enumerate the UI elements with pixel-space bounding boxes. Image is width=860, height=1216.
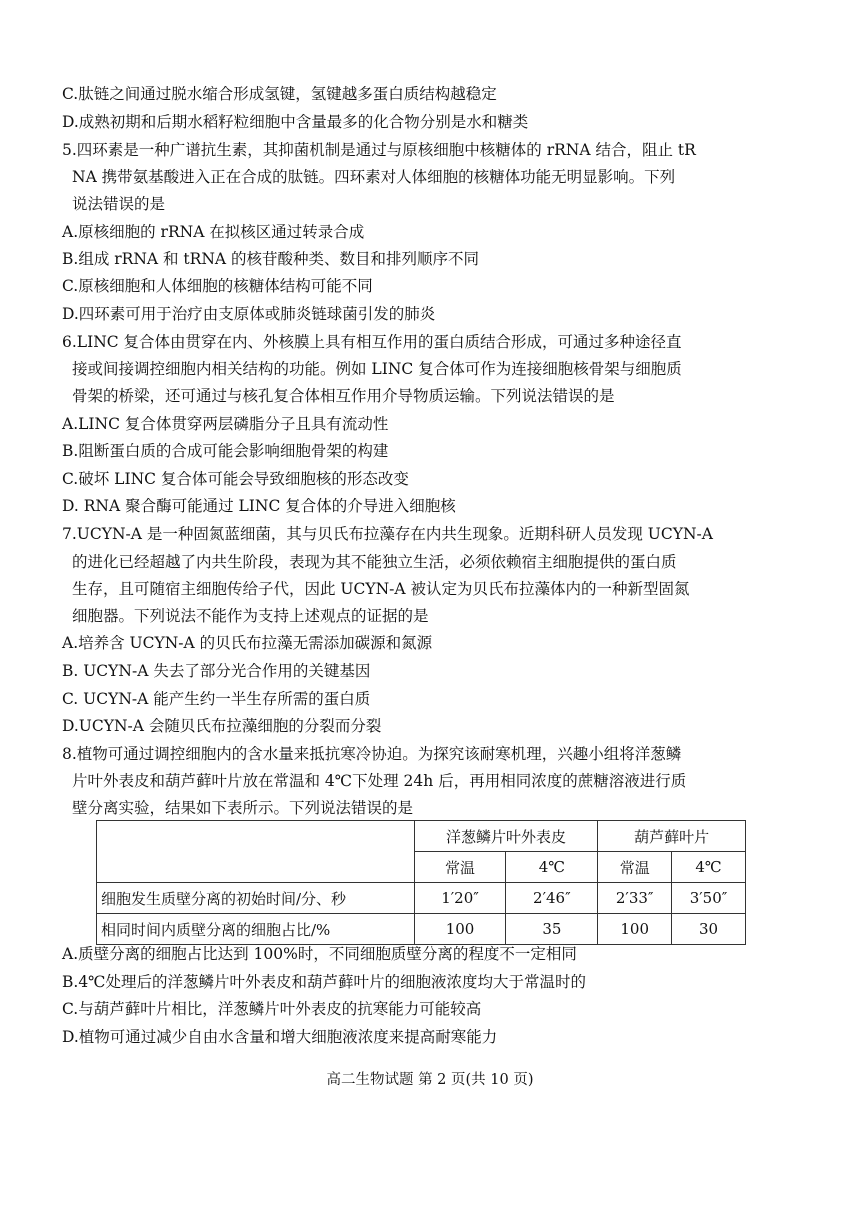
q4-option-d: D.成熟初期和后期水稻籽粒细胞中含量最多的化合物分别是水和糖类 [62, 113, 529, 131]
q6-stem-cont: 接或间接调控细胞内相关结构的功能。例如 LINC 复合体可作为连接细胞核骨架与细胞质 [72, 360, 682, 378]
q8-option-c: C.与葫芦藓叶片相比，洋葱鳞片叶外表皮的抗寒能力可能较高 [62, 1000, 482, 1018]
q7-stem-cont: 生存，且可随宿主细胞传给子代，因此 UCYN-A 被认定为贝氏布拉藻体内的一种新型固氮 [72, 580, 690, 598]
q8-stem-cont: 片叶外表皮和葫芦藓叶片放在常温和 4℃下处理 24h 后，再用相同浓度的蔗糖溶液进行质 [72, 772, 687, 790]
q8-stem-cont: 壁分离实验，结果如下表所示。下列说法错误的是 [72, 799, 414, 817]
q8-stem: 8.植物可通过调控细胞内的含水量来抵抗寒冷协迫。为探究该耐寒机理，兴趣小组将洋葱鳞 [62, 745, 682, 763]
q7-option-c: C. UCYN-A 能产生约一半生存所需的蛋白质 [62, 690, 371, 708]
q5-stem-cont: 说法错误的是 [72, 195, 166, 213]
table-cell: 100 [598, 914, 672, 945]
q7-option-b: B. UCYN-A 失去了部分光合作用的关键基因 [62, 662, 371, 680]
table-cell: 100 [414, 914, 506, 945]
q6-option-a: A.LINC 复合体贯穿两层磷脂分子且具有流动性 [62, 415, 389, 433]
q5-option-b: B.组成 rRNA 和 tRNA 的核苷酸种类、数目和排列顺序不同 [62, 250, 480, 268]
table-row-label: 细胞发生质壁分离的初始时间/分、秒 [97, 883, 415, 914]
q5-option-c: C.原核细胞和人体细胞的核糖体结构可能不同 [62, 277, 373, 295]
q8-option-b: B.4℃处理后的洋葱鳞片叶外表皮和葫芦藓叶片的细胞液浓度均大于常温时的 [62, 973, 587, 991]
q5-option-a: A.原核细胞的 rRNA 在拟核区通过转录合成 [62, 223, 365, 241]
table-cell: 3′50″ [672, 883, 746, 914]
table-group-header: 葫芦藓叶片 [598, 821, 746, 852]
table-group-header: 洋葱鳞片叶外表皮 [414, 821, 598, 852]
table-corner-cell [97, 821, 415, 883]
table-row [97, 883, 746, 914]
q6-stem-cont: 骨架的桥梁，还可通过与核孔复合体相互作用介导物质运输。下列说法错误的是 [72, 387, 615, 405]
table-subheader: 4℃ [506, 852, 598, 883]
table-subheader: 4℃ [672, 852, 746, 883]
q7-stem-cont: 的进化已经超越了内共生阶段，表现为其不能独立生活，必须依赖宿主细胞提供的蛋白质 [72, 553, 677, 571]
table-cell: 1′20″ [414, 883, 506, 914]
table-row [97, 914, 746, 945]
table-cell: 35 [506, 914, 598, 945]
table-row-label: 相同时间内质壁分离的细胞占比/% [97, 914, 415, 945]
table-subheader: 常温 [414, 852, 506, 883]
table-subheader: 常温 [598, 852, 672, 883]
q8-option-a: A.质壁分离的细胞占比达到 100%时，不同细胞质壁分离的程度不一定相同 [62, 945, 577, 963]
table-header-row [97, 821, 746, 852]
q7-stem: 7.UCYN-A 是一种固氮蓝细菌，其与贝氏布拉藻存在内共生现象。近期科研人员发现 UCYN-A [62, 525, 713, 543]
q6-stem: 6.LINC 复合体由贯穿在内、外核膜上具有相互作用的蛋白质结合形成，可通过多种途径直 [62, 333, 682, 351]
table-cell: 2′33″ [598, 883, 672, 914]
q7-stem-cont: 细胞器。下列说法不能作为支持上述观点的证据的是 [72, 607, 429, 625]
q5-option-d: D.四环素可用于治疗由支原体或肺炎链球菌引发的肺炎 [62, 305, 436, 323]
q7-option-a: A.培养含 UCYN-A 的贝氏布拉藻无需添加碳源和氮源 [62, 634, 433, 652]
q5-stem: 5.四环素是一种广谱抗生素，其抑菌机制是通过与原核细胞中核糖体的 rRNA 结合，阻止 tR [62, 141, 696, 159]
q6-option-d: D. RNA 聚合酶可能通过 LINC 复合体的介导进入细胞核 [62, 497, 456, 515]
table-cell: 2′46″ [506, 883, 598, 914]
q7-option-d: D.UCYN-A 会随贝氏布拉藻细胞的分裂而分裂 [62, 717, 382, 735]
q6-option-c: C.破坏 LINC 复合体可能会导致细胞核的形态改变 [62, 470, 409, 488]
q5-stem-cont: NA 携带氨基酸进入正在合成的肽链。四环素对人体细胞的核糖体功能无明显影响。下列 [72, 168, 676, 186]
q6-option-b: B.阻断蛋白质的合成可能会影响细胞骨架的构建 [62, 442, 389, 460]
table-cell: 30 [672, 914, 746, 945]
q8-option-d: D.植物可通过减少自由水含量和增大细胞液浓度来提高耐寒能力 [62, 1028, 498, 1046]
page-footer: 高二生物试题 第 2 页(共 10 页) [326, 1072, 534, 1088]
q4-option-c: C.肽链之间通过脱水缩合形成氢键，氢键越多蛋白质结构越稳定 [62, 85, 497, 103]
results-table [96, 820, 746, 945]
